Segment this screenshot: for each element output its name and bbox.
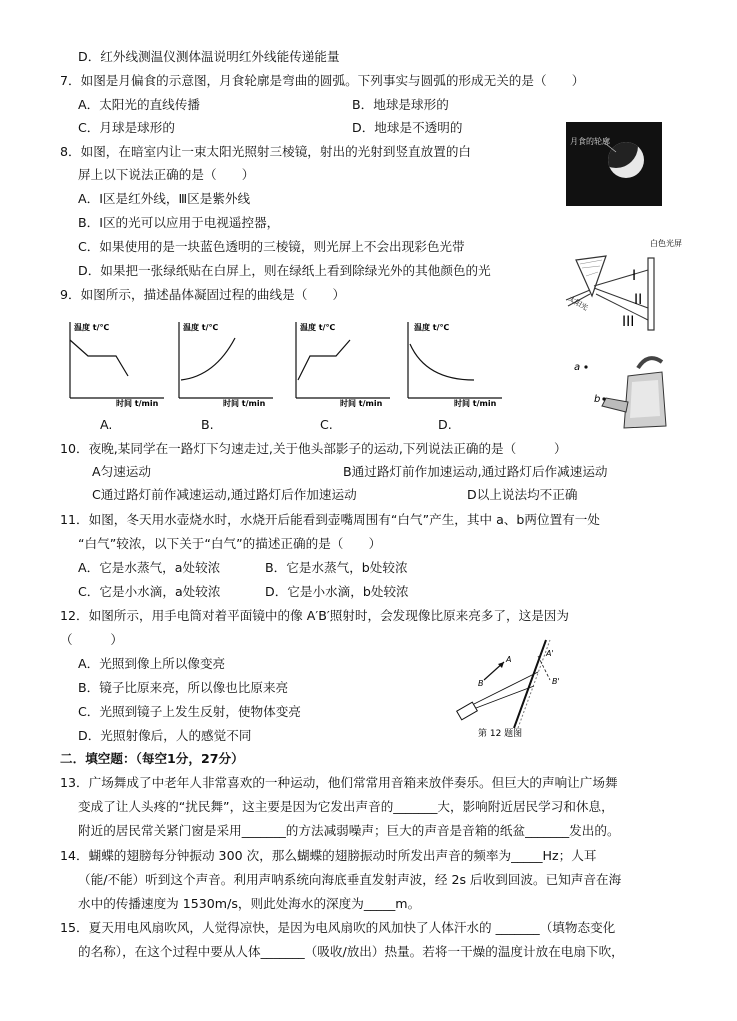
q11-option-a: A．它是水蒸气，a处较浓 [78,560,221,575]
q9-label-c: C. [320,417,333,432]
q13-line3: 附近的居民常关紧门窗是采用_______的方法减弱噪声；巨大的声音是音箱的纸盆_______发出的。 [78,823,620,838]
q7-option-c: C．月球是球形的 [78,120,175,135]
q12-stem-cont: （ ） [60,632,123,647]
q8-stem-cont: 屏上以下说法正确的是（ ） [78,167,255,182]
q10-option-a: A匀速运动 [92,464,151,479]
q11-option-b: B．它是水蒸气，b处较浓 [265,560,408,575]
q7-stem: 7．如图是月偏食的示意图，月食轮廓是弯曲的圆弧。下列事实与圆弧的形成无关的是（ ） [60,73,585,88]
graph-d-ylabel: 温度 t/℃ [414,323,450,332]
q9-label-a: A. [100,417,113,432]
mirror-label-a2: A' [546,649,554,658]
mirror-label-b: B [478,679,484,688]
moon-label: 月食的轮廓 [570,137,610,146]
q15-line2: 的名称），在这个过程中要从人体_______（吸收/放出）热量。若将一干燥的温度计放在电扇下吹， [78,944,624,959]
q13-line2: 变成了让人头疼的“扰民舞”，这主要是因为它发出声音的_______大，影响附近居民学习和休息， [78,799,614,814]
q11-option-d: D．它是小水滴，b处较浓 [265,584,409,599]
q9-label-b: B. [201,417,214,432]
q7-option-a: A．太阳光的直线传播 [78,97,200,112]
q12-stem: 12．如图所示，用手电筒对着平面镜中的像 A′B′照射时，会发现像比原来亮多了，这是因为 [60,608,569,623]
kettle-label-a: a [574,362,581,373]
q12-option-b: B．镜子比原来亮，所以像也比原来亮 [78,680,289,695]
mirror-label-a: A [506,655,512,664]
graph-b-ylabel: 温度 t/℃ [183,323,219,332]
q8-option-a: A．Ⅰ区是红外线，Ⅲ区是紫外线 [78,191,251,206]
q10-option-c: C通过路灯前作减速运动,通过路灯后作加速运动 [92,487,357,502]
moon-eclipse-figure [566,122,662,206]
q11-option-c: C．它是小水滴，a处较浓 [78,584,221,599]
kettle-label-b: b [594,394,601,405]
mirror-caption: 第 12 题图 [478,729,523,739]
graph-c-ylabel: 温度 t/℃ [300,323,336,332]
q12-option-a: A．光照到像上所以像变亮 [78,656,226,671]
q14-line1: 14．蝴蝶的翅膀每分钟振动 300 次，那么蝴蝶的翅膀振动时所发出声音的频率为_____Hz；人耳 [60,848,597,863]
graph-a [66,318,168,406]
q6-option-d: D．红外线测温仪测体温说明红外线能传递能量 [78,49,340,64]
graph-b-xlabel: 时间 t/min [223,399,266,408]
q9-stem: 9．如图所示，描述晶体凝固过程的曲线是（ ） [60,287,346,302]
q7-option-d: D．地球是不透明的 [352,120,463,135]
q11-stem-cont: “白气”较浓，以下关于“白气”的描述正确的是（ ） [78,536,382,551]
q8-option-c: C．如果使用的是一块蓝色透明的三棱镜，则光屏上不会出现彩色光带 [78,239,465,254]
graph-d-xlabel: 时间 t/min [454,399,497,408]
prism-zone-1: I [632,268,637,284]
graph-c-xlabel: 时间 t/min [340,399,383,408]
q8-option-d: D．如果把一张绿纸贴在白屏上，则在绿纸上看到除绿光外的其他颜色的光 [78,263,491,278]
graph-c [292,318,394,406]
q7-option-b: B．地球是球形的 [352,97,449,112]
q10-option-d: D以上说法均不正确 [467,487,578,502]
prism-zone-2: II [634,292,643,308]
q11-stem: 11．如图，冬天用水壶烧水时，水烧开后能看到壶嘴周围有“白气”产生，其中 a、b两位置有一处 [60,512,600,527]
graph-b [175,318,277,406]
q15-line1: 15．夏天用电风扇吹风，人觉得凉快，是因为电风扇吹的风加快了人体汗水的 _______（填物态变化 [60,920,616,935]
screen-label: 白色光屏 [650,239,682,248]
kettle-figure [566,346,668,432]
q9-label-d: D. [438,417,452,432]
section-heading-fill-in: 二．填空题：（每空1分，27分） [60,751,244,766]
graph-d [404,318,506,406]
q8-stem: 8．如图，在暗室内让一束太阳光照射三棱镜，射出的光射到竖直放置的白 [60,144,472,159]
mirror-label-b2: B' [552,677,560,686]
q10-stem: 10．夜晚,某同学在一路灯下匀速走过,关于他头部影子的运动,下列说法正确的是（ ） [60,441,567,456]
graph-a-xlabel: 时间 t/min [116,399,159,408]
q8-option-b: B．Ⅰ区的光可以应用于电视遥控器， [78,215,280,230]
mirror-figure [448,640,578,739]
q10-option-b: B通过路灯前作加速运动,通过路灯后作减速运动 [343,464,608,479]
q13-line1: 13．广场舞成了中老年人非常喜欢的一种运动，他们常常用音箱来放伴奏乐。但巨大的声响让广场舞 [60,775,618,790]
q14-line3: 水中的传播速度为 1530m/s，则此处海水的深度为_____m。 [78,896,421,911]
q12-option-c: C．光照到镜子上发生反射，使物体变亮 [78,704,301,719]
prism-zone-3: III [622,314,635,330]
q14-line2: （能/不能）听到这个声音。利用声呐系统向海底垂直发射声波，经 2s 后收到回波。已知声音在海 [78,872,622,887]
sun-label: 太阳光 [567,294,590,313]
graph-a-ylabel: 温度 t/℃ [74,323,110,332]
prism-figure [566,238,682,338]
q12-option-d: D．光照射像后，人的感觉不同 [78,728,252,743]
